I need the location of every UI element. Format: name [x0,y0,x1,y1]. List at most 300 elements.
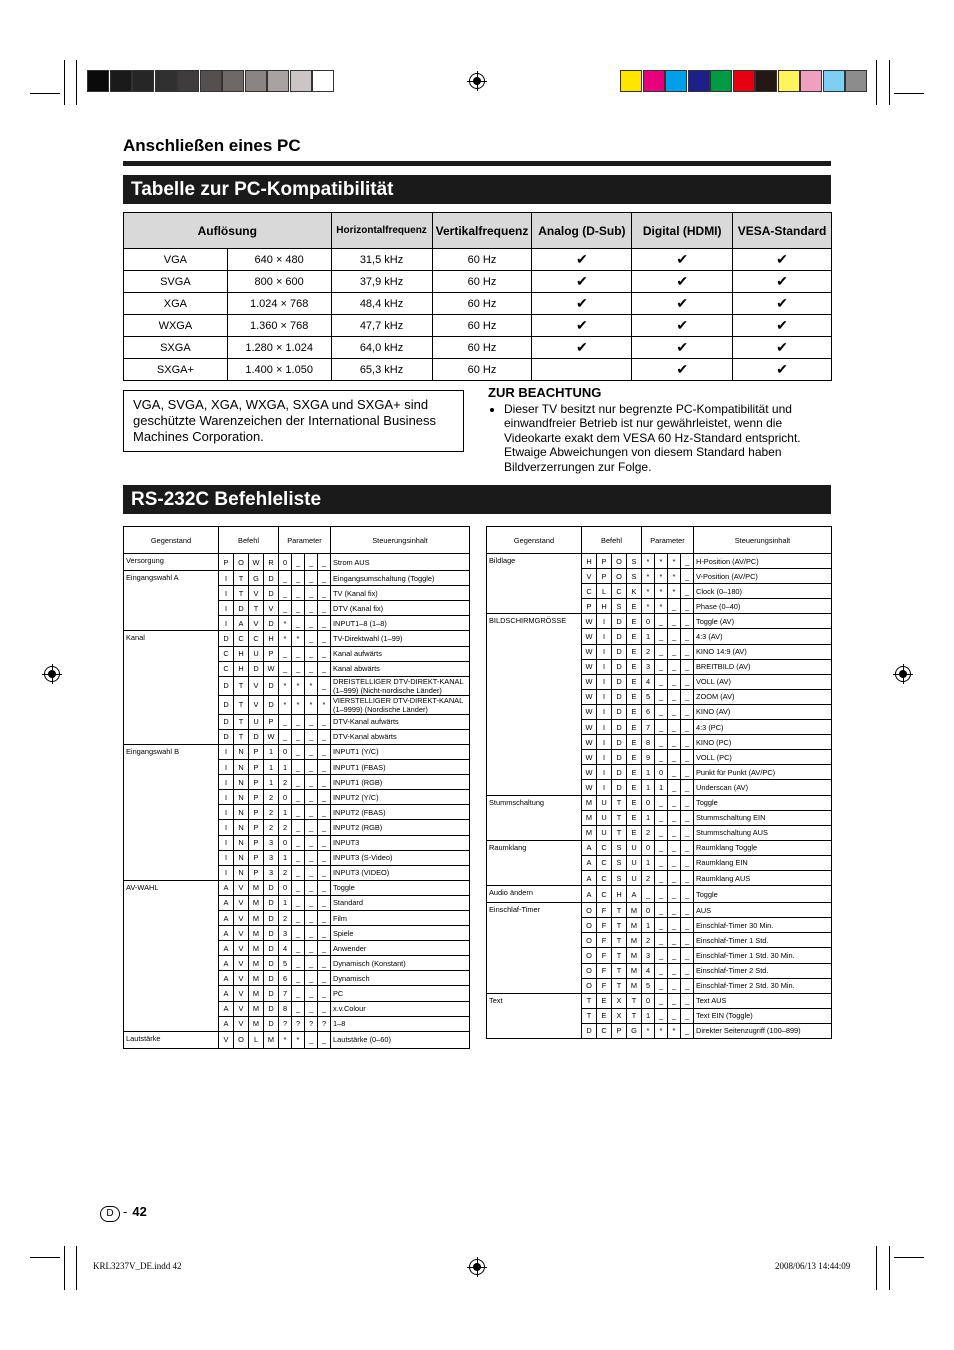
command-char: M [249,956,264,971]
parameter-char: _ [655,720,668,735]
control-description: 4:3 (AV) [694,629,832,644]
command-char: W [264,729,279,744]
horizontal-frequency: 47,7 kHz [331,315,432,337]
command-char: C [219,661,234,676]
command-char: E [627,599,642,614]
parameter-char: 0 [279,880,292,895]
parameter-char: _ [668,855,681,870]
command-char: C [597,886,612,903]
color-swatch [823,70,845,92]
command-char: D [264,895,279,910]
parameter-char: _ [318,880,331,895]
parameter-char: _ [655,870,668,885]
command-char: C [234,631,249,646]
command-char: O [582,948,597,963]
control-description: KINO 14:9 (AV) [694,644,832,659]
command-row [124,571,470,586]
command-char: T [234,571,249,586]
command-char: C [219,646,234,661]
control-description: KINO (PC) [694,735,832,750]
command-char: 1 [264,775,279,790]
parameter-char: _ [318,835,331,850]
parameter-char: 0 [279,835,292,850]
analog-check: ✔ [532,249,632,271]
command-char: U [597,795,612,810]
command-char: N [234,790,249,805]
section-title: Anschließen eines PC [123,136,301,155]
command-char: T [234,676,249,695]
color-swatch [845,70,867,92]
parameter-char: _ [642,886,655,903]
color-swatch [110,70,132,92]
command-char: A [219,941,234,956]
resolution-name: SXGA [124,337,228,359]
parameter-char: _ [279,714,292,729]
command-char: G [627,1023,642,1038]
control-description: ZOOM (AV) [694,689,832,704]
col-header-analog: Analog (D-Sub) [532,213,632,249]
command-char: R [264,554,279,571]
page-number-value: 42 [132,1204,147,1219]
digital-check: ✔ [632,315,733,337]
control-description: INPUT2 (FBAS) [331,805,470,820]
command-char: D [612,674,627,689]
control-description: Einschlaf-Timer 2 Std. [694,963,832,978]
crop-mark [64,60,65,105]
command-char: V [582,569,597,584]
color-swatch [132,70,154,92]
control-description: x.v.Colour [331,1001,470,1016]
parameter-char: _ [668,720,681,735]
command-char: E [627,689,642,704]
parameter-char: _ [655,614,668,629]
parameter-char: _ [655,903,668,918]
command-group: Eingangswahl B [124,744,219,880]
parameter-char: 1 [642,629,655,644]
registration-mark-icon [469,73,485,89]
parameter-char: * [668,1023,681,1038]
col-header-vertical: Vertikalfrequenz [432,213,532,249]
color-swatch [177,70,199,92]
command-char: P [582,599,597,614]
parameter-char: _ [305,986,318,1001]
command-char: V [234,956,249,971]
parameter-char: * [279,676,292,695]
command-char: A [582,840,597,855]
parameter-char: _ [668,704,681,719]
parameter-char: _ [318,616,331,631]
section-rule [123,161,831,166]
parameter-char: _ [655,886,668,903]
compat-heading: Tabelle zur PC-Kompatibilität [123,175,831,204]
command-row [487,993,832,1008]
command-char: V [249,616,264,631]
caution-title: ZUR BEACHTUNG [488,385,602,400]
parameter-char: _ [668,780,681,795]
command-char: T [234,586,249,601]
parameter-char: _ [681,599,694,614]
command-char: D [219,631,234,646]
parameter-char: _ [681,870,694,885]
parameter-char: _ [681,948,694,963]
parameter-char: 2 [642,870,655,885]
parameter-char: _ [668,735,681,750]
control-description: Raumklang Toggle [694,840,832,855]
control-description: TV (Kanal fix) [331,586,470,601]
command-char: A [219,880,234,895]
parameter-char: _ [655,840,668,855]
parameter-char: 1 [642,780,655,795]
parameter-char: _ [681,963,694,978]
parameter-char: _ [305,586,318,601]
parameter-char: _ [681,689,694,704]
control-description: INPUT1 (Y/C) [331,744,470,759]
parameter-char: * [279,616,292,631]
parameter-char: _ [681,704,694,719]
command-group: Raumklang [487,840,582,885]
command-char: W [582,644,597,659]
parameter-char: _ [655,735,668,750]
parameter-char: 1 [642,855,655,870]
parameter-char: _ [292,865,305,880]
command-row [124,744,470,759]
command-char: V [249,676,264,695]
registration-mark-icon [44,666,60,682]
command-group: Text [487,993,582,1038]
command-char: O [612,569,627,584]
command-char: P [249,790,264,805]
parameter-char: _ [292,805,305,820]
command-char: A [219,1001,234,1016]
parameter-char: _ [292,850,305,865]
command-char: P [249,744,264,759]
parameter-char: _ [318,1031,331,1048]
command-char: D [264,695,279,714]
command-char: S [612,599,627,614]
rs232-command-table-left [123,526,470,1049]
parameter-char: * [655,584,668,599]
command-char: W [582,629,597,644]
command-char: D [612,750,627,765]
command-char: E [627,674,642,689]
command-char: M [249,1001,264,1016]
parameter-char: 0 [279,554,292,571]
parameter-char: 2 [279,820,292,835]
crop-mark [64,1246,65,1290]
parameter-char: _ [668,903,681,918]
parameter-char: _ [292,910,305,925]
command-char: D [612,614,627,629]
command-char: H [612,886,627,903]
parameter-char: _ [655,659,668,674]
parameter-char: _ [292,956,305,971]
command-char: T [612,933,627,948]
parameter-char: _ [681,629,694,644]
command-char: L [597,584,612,599]
command-char: D [612,659,627,674]
command-char: F [597,948,612,963]
command-char: W [264,661,279,676]
command-char: C [597,840,612,855]
parameter-char: 4 [279,941,292,956]
control-description: Film [331,910,470,925]
color-swatch [733,70,755,92]
parameter-char: ? [318,1016,331,1031]
control-description: DREISTELLIGER DTV-DIREKT-KANAL (1–999) (Nicht-nordische Länder) [331,676,470,695]
command-row [124,1031,470,1048]
parameter-char: _ [318,676,331,695]
parameter-char: _ [655,918,668,933]
command-char: W [582,659,597,674]
command-char: M [249,895,264,910]
parameter-char: _ [655,629,668,644]
command-char: P [249,805,264,820]
command-char: D [264,926,279,941]
resolution-value: 1.280 × 1.024 [227,337,331,359]
command-char: A [582,855,597,870]
command-char: I [597,629,612,644]
col-header-parameter: Parameter [279,527,331,554]
command-char: N [234,850,249,865]
command-char: V [234,880,249,895]
command-char: E [627,659,642,674]
command-char: A [627,886,642,903]
command-char: D [264,910,279,925]
command-char: M [249,926,264,941]
caution-note [488,386,828,474]
crop-mark [76,60,77,105]
parameter-char: 2 [279,910,292,925]
command-char: D [264,1001,279,1016]
parameter-char: _ [668,750,681,765]
command-char: D [234,601,249,616]
command-char: I [597,674,612,689]
command-char: T [627,993,642,1008]
parameter-char: _ [292,941,305,956]
control-description: Text EIN (Toggle) [694,1008,832,1023]
color-swatch [800,70,822,92]
parameter-char: _ [668,825,681,840]
analog-check: ✔ [532,315,632,337]
compat-row [124,293,832,315]
command-row [124,631,470,646]
horizontal-frequency: 48,4 kHz [331,293,432,315]
parameter-char: * [655,599,668,614]
command-row [487,554,832,569]
command-char: I [219,586,234,601]
parameter-char: _ [668,599,681,614]
command-char: M [627,948,642,963]
control-description: Toggle [694,886,832,903]
resolution-name: VGA [124,249,228,271]
parameter-char: _ [681,1008,694,1023]
command-char: U [249,714,264,729]
parameter-char: 4 [642,674,655,689]
parameter-char: _ [655,674,668,689]
control-description: DTV (Kanal fix) [331,601,470,616]
command-char: P [249,820,264,835]
command-char: P [249,865,264,880]
command-char: M [249,941,264,956]
vesa-check: ✔ [733,249,832,271]
command-char: E [627,629,642,644]
parameter-char: _ [318,646,331,661]
command-char: N [234,835,249,850]
parameter-char: * [642,584,655,599]
command-char: 2 [264,790,279,805]
command-group: Versorgung [124,554,219,571]
command-char: E [627,735,642,750]
footer-file: KRL3237V_DE.indd 42 [93,1261,182,1271]
command-char: D [612,644,627,659]
parameter-char: _ [318,805,331,820]
command-char: W [582,704,597,719]
parameter-char: _ [279,661,292,676]
command-char: W [582,720,597,735]
command-char: D [612,629,627,644]
command-char: U [627,870,642,885]
command-char: A [219,971,234,986]
parameter-char: _ [305,661,318,676]
crop-mark [876,60,877,105]
command-char: O [234,1031,249,1048]
command-char: F [597,903,612,918]
control-description: Strom AUS [331,554,470,571]
command-char: I [219,744,234,759]
digital-check: ✔ [632,271,733,293]
rs232-command-table-right [486,526,832,1039]
command-char: I [219,805,234,820]
parameter-char: 0 [655,765,668,780]
parameter-char: 1 [279,760,292,775]
command-char: E [627,765,642,780]
vertical-frequency: 60 Hz [432,271,532,293]
command-char: E [597,993,612,1008]
command-char: U [627,840,642,855]
resolution-name: SXGA+ [124,359,228,381]
command-char: A [219,986,234,1001]
control-description: KINO (AV) [694,704,832,719]
command-char: H [234,661,249,676]
command-char: I [597,735,612,750]
col-header-horizontal: Horizontalfrequenz [331,213,432,249]
parameter-char: _ [305,714,318,729]
parameter-char: _ [681,720,694,735]
parameter-char: _ [655,933,668,948]
command-char: A [219,895,234,910]
parameter-char: 1 [279,850,292,865]
parameter-char: _ [292,835,305,850]
control-description: Punkt für Punkt (AV/PC) [694,765,832,780]
parameter-char: 2 [642,933,655,948]
command-char: 2 [264,805,279,820]
parameter-char: * [292,1031,305,1048]
control-description: 1–8 [331,1016,470,1031]
command-char: C [612,584,627,599]
parameter-char: _ [655,750,668,765]
command-char: N [234,805,249,820]
command-char: T [612,948,627,963]
parameter-char: _ [681,644,694,659]
parameter-char: _ [318,744,331,759]
command-group: Lautstärke [124,1031,219,1048]
command-char: D [612,780,627,795]
parameter-char: _ [292,775,305,790]
command-char: U [597,825,612,840]
parameter-char: _ [318,941,331,956]
command-char: I [597,750,612,765]
compat-row [124,249,832,271]
control-description: Eingangsumschaltung (Toggle) [331,571,470,586]
parameter-char: * [655,569,668,584]
command-group: Einschlaf-Timer [487,903,582,994]
col-header-item: Gegenstand [124,527,219,554]
command-char: M [249,971,264,986]
parameter-char: _ [305,760,318,775]
parameter-char: _ [318,586,331,601]
parameter-char: _ [681,840,694,855]
parameter-char: _ [655,963,668,978]
parameter-char: _ [668,918,681,933]
parameter-char: ? [279,1016,292,1031]
command-char: W [582,750,597,765]
command-char: M [249,986,264,1001]
parameter-char: 5 [642,689,655,704]
command-char: D [612,704,627,719]
parameter-char: _ [668,674,681,689]
command-char: T [234,729,249,744]
command-char: T [612,825,627,840]
parameter-char: _ [655,948,668,963]
command-group: Bildlage [487,554,582,614]
command-char: I [219,835,234,850]
parameter-char: _ [279,646,292,661]
command-char: E [627,780,642,795]
command-char: O [582,933,597,948]
command-char: V [234,895,249,910]
control-description: Anwender [331,941,470,956]
parameter-char: _ [668,886,681,903]
parameter-char: 2 [642,644,655,659]
command-char: O [582,918,597,933]
parameter-char: _ [292,895,305,910]
parameter-char: 0 [642,795,655,810]
registration-mark-icon [895,666,911,682]
parameter-char: _ [681,795,694,810]
parameter-char: _ [318,714,331,729]
command-char: O [234,554,249,571]
control-description: DTV-Kanal abwärts [331,729,470,744]
parameter-char: _ [668,963,681,978]
parameter-char: 6 [642,704,655,719]
command-char: I [219,775,234,790]
control-description: VIERSTELLIGER DTV-DIREKT-KANAL (1–9999) (Nordische Länder) [331,695,470,714]
parameter-char: _ [681,765,694,780]
parameter-char: _ [292,601,305,616]
parameter-char: _ [668,810,681,825]
parameter-char: 2 [279,865,292,880]
command-char: D [264,971,279,986]
command-char: V [234,941,249,956]
parameter-char: _ [305,850,318,865]
control-description: Stummschaltung AUS [694,825,832,840]
digital-check: ✔ [632,293,733,315]
control-description: Einschlaf-Timer 1 Std. 30 Min. [694,948,832,963]
parameter-char: _ [668,614,681,629]
parameter-char: _ [681,780,694,795]
col-header-vesa: VESA-Standard [733,213,832,249]
parameter-char: _ [681,886,694,903]
